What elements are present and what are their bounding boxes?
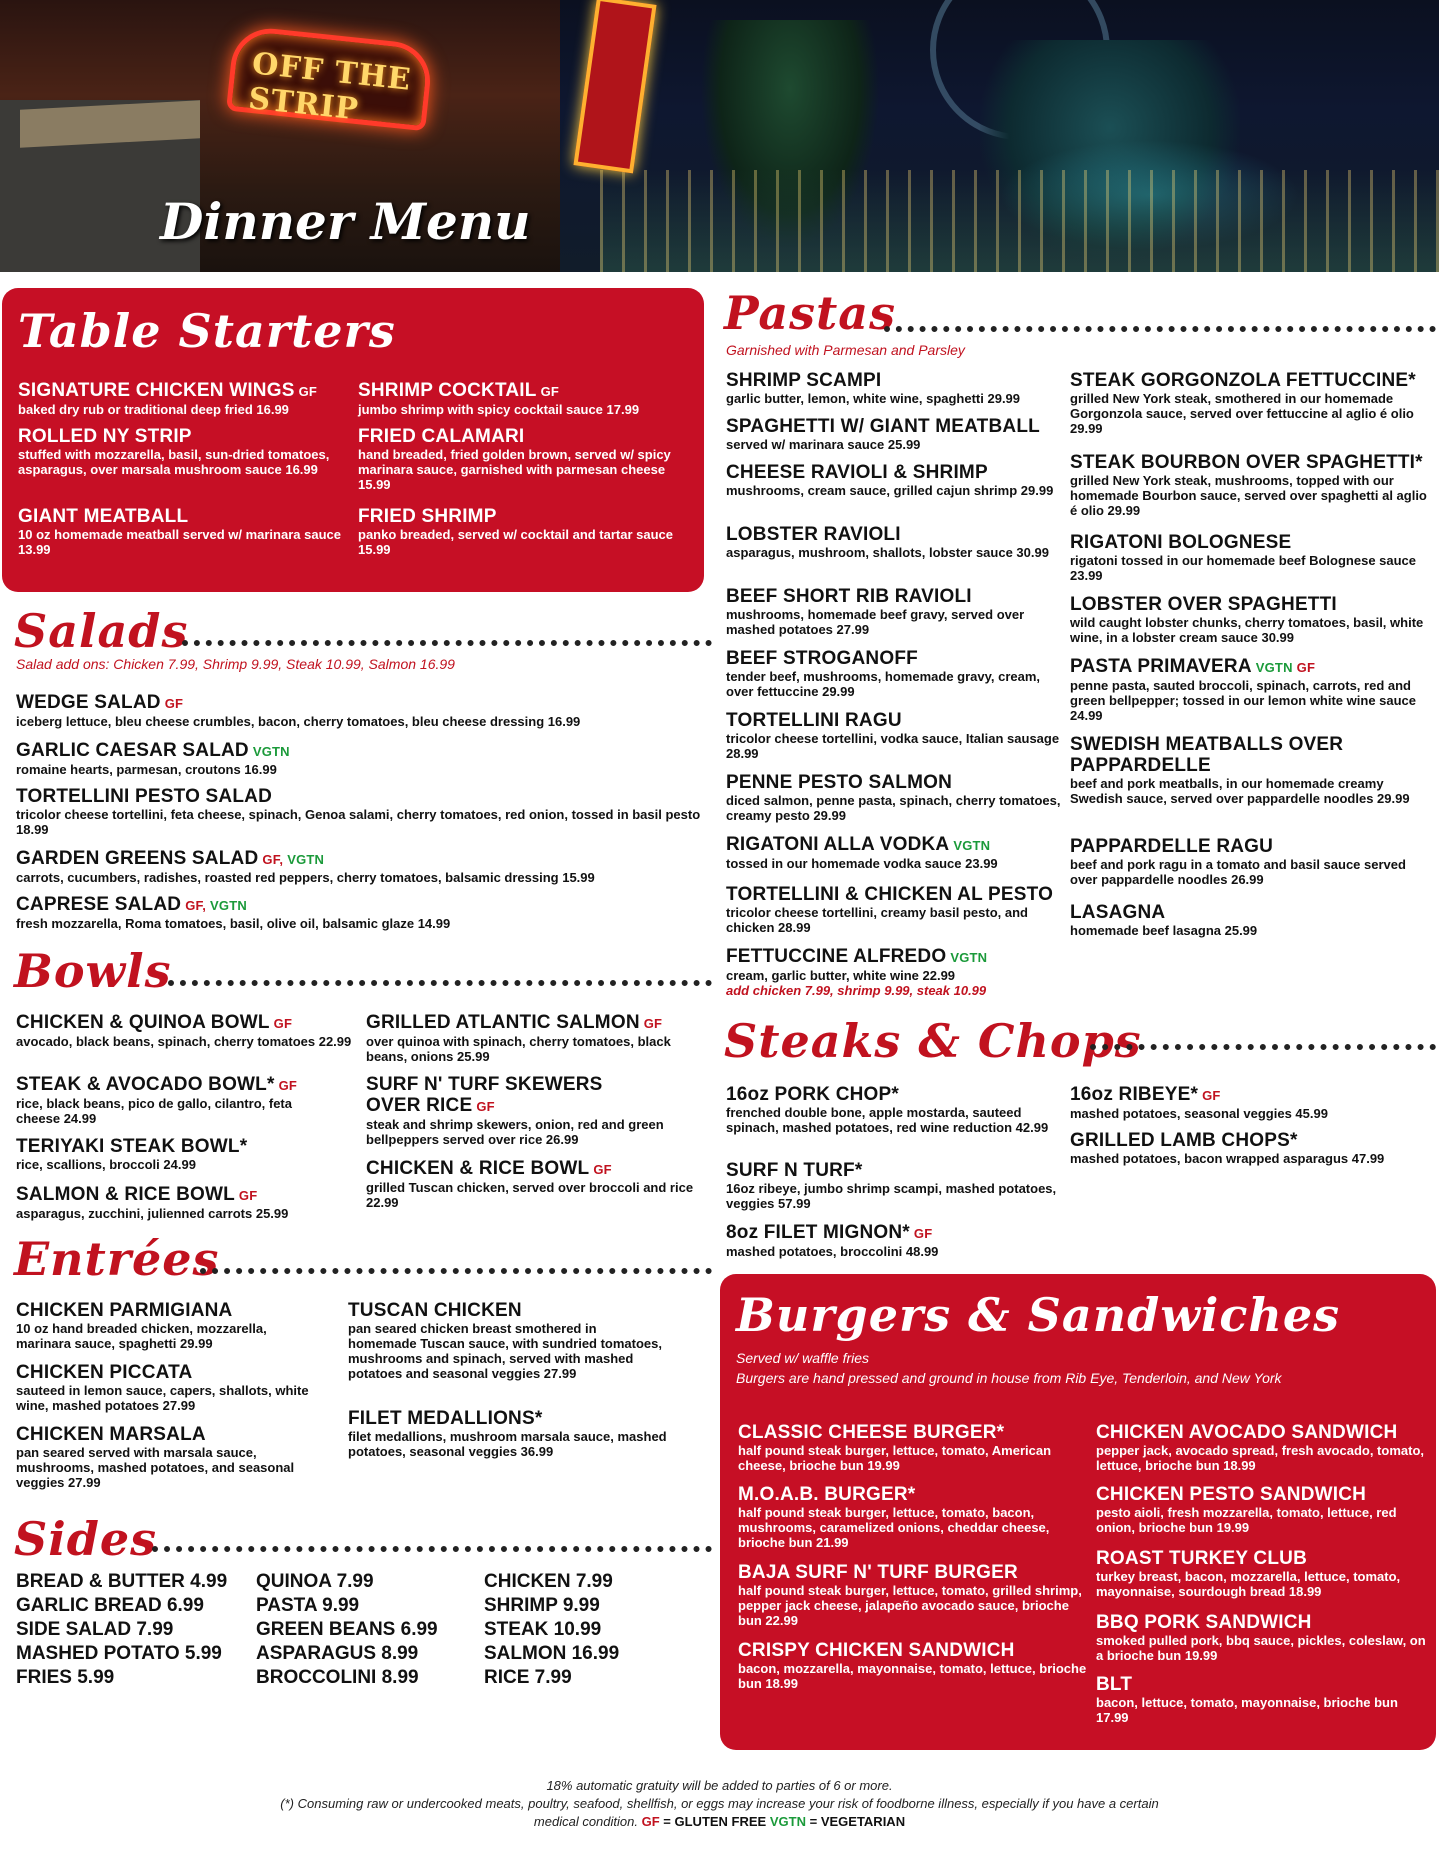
item-desc: iceberg lettuce, bleu cheese crumbles, bacon, cherry tomatoes, bleu cheese dressing 16.99 (16, 714, 581, 729)
item-desc: turkey breast, bacon, mozzarella, lettuce, tomato, mayonnaise, sourdough bread 18.99 (1096, 1569, 1401, 1599)
menu-item (16, 692, 706, 729)
starters-section (2, 288, 704, 592)
menu-item (16, 786, 706, 837)
item-desc: filet medallions, mushroom marsala sauce, mashed potatoes, seasonal veggies 36.99 (348, 1429, 667, 1459)
item-desc: cream, garlic butter, white wine 22.99 (726, 968, 956, 983)
vgtn-tag: VGTN (1255, 660, 1293, 675)
vgtn-legend-key: VGTN (769, 1814, 806, 1829)
item-desc: grilled New York steak, mushrooms, topped with our homemade Bourbon sauce, served over spaghetti al aglio é olio 29.99 (1070, 473, 1427, 518)
item-desc: baked dry rub or traditional deep fried 16.99 (18, 402, 289, 417)
item-desc: hand breaded, fried golden brown, served w/ spicy marinara sauce, garnished with parmesan cheese 15.99 (358, 447, 671, 492)
menu-item (726, 1222, 1066, 1259)
menu-item (726, 834, 1066, 871)
section-title: Salads (14, 604, 189, 658)
item-name: CHICKEN PESTO SANDWICH (1096, 1484, 1367, 1505)
item-name: STEAK BOURBON OVER SPAGHETTI* (1070, 452, 1423, 473)
side-item: GARLIC BREAD 6.99 (16, 1595, 204, 1616)
item-name: CLASSIC CHEESE BURGER* (738, 1422, 1005, 1443)
item-name: RIGATONI BOLOGNESE (1070, 532, 1292, 553)
menu-item (726, 1160, 1066, 1211)
sides-column (256, 1570, 438, 1690)
menu-item (366, 1012, 706, 1064)
vgtn-legend-text: = VEGETARIAN (809, 1814, 906, 1829)
item-name: WEDGE SALAD (16, 692, 161, 713)
gf-legend-key: GF (641, 1814, 660, 1829)
menu-item (738, 1640, 1090, 1691)
side-item: QUINOA 7.99 (256, 1571, 374, 1592)
item-desc: jumbo shrimp with spicy cocktail sauce 17.99 (358, 402, 640, 417)
item-name: ROAST TURKEY CLUB (1096, 1548, 1307, 1569)
item-desc: mashed potatoes, bacon wrapped asparagus 47.99 (1070, 1151, 1385, 1166)
section-title: Entrées (14, 1232, 220, 1286)
item-name: GRILLED LAMB CHOPS* (1070, 1130, 1298, 1151)
menu-item (738, 1562, 1090, 1628)
item-desc: grilled Tuscan chicken, served over broccoli and rice 22.99 (366, 1180, 694, 1210)
menu-item (1096, 1674, 1426, 1725)
side-item: BROCCOLINI 8.99 (256, 1667, 419, 1688)
item-name: 16oz PORK CHOP* (726, 1084, 899, 1105)
menu-item (1096, 1422, 1426, 1473)
item-name: SIGNATURE CHICKEN WINGS (18, 380, 295, 401)
item-name: TORTELLINI & CHICKEN AL PESTO (726, 884, 1054, 905)
item-name: CHICKEN & RICE BOWL (366, 1158, 590, 1179)
section-title: Pastas (724, 286, 897, 340)
item-desc: romaine hearts, parmesan, croutons 16.99 (16, 762, 277, 777)
menu-item (16, 1424, 336, 1490)
menu-item (16, 1136, 346, 1172)
menu-item (726, 462, 1066, 498)
gf-tag: GF (593, 1162, 612, 1177)
item-name: CAPRESE SALAD (16, 894, 182, 915)
side-item: SIDE SALAD 7.99 (16, 1619, 174, 1640)
section-title: Burgers & Sandwiches (736, 1288, 1341, 1342)
item-name: SPAGHETTI W/ GIANT MEATBALL (726, 416, 1040, 437)
page-title: Dinner Menu (160, 192, 531, 251)
item-name: PASTA PRIMAVERA (1070, 656, 1252, 677)
item-name: CHICKEN PARMIGIANA (16, 1300, 233, 1321)
item-name: GARDEN GREENS SALAD (16, 848, 259, 869)
item-name: STEAK GORGONZOLA FETTUCCINE* (1070, 370, 1416, 391)
menu-item (16, 1074, 336, 1126)
item-name: PENNE PESTO SALMON (726, 772, 953, 793)
item-name: CHICKEN & QUINOA BOWL (16, 1012, 270, 1033)
side-item: PASTA 9.99 (256, 1595, 360, 1616)
gf-tag: GF (298, 384, 318, 399)
vgtn-tag: VGTN (953, 838, 991, 853)
menu-item (16, 740, 706, 777)
pastas-note: Garnished with Parmesan and Parsley (726, 342, 965, 358)
item-desc: grilled New York steak, smothered in our homemade Gorgonzola sauce, served over fettuccine al aglio é olio 29.99 (1070, 391, 1414, 436)
sides-column (484, 1570, 619, 1690)
side-item: SALMON 16.99 (484, 1643, 620, 1664)
item-desc: tricolor cheese tortellini, creamy basil pesto, and chicken 28.99 (726, 905, 1028, 935)
menu-item (1070, 836, 1436, 887)
salad-addons-note: Salad add ons: Chicken 7.99, Shrimp 9.99, Steak 10.99, Salmon 16.99 (16, 656, 455, 672)
item-name: GIANT MEATBALL (18, 506, 189, 527)
gf-tag: GF (1202, 1088, 1221, 1103)
gf-tag: GF (913, 1226, 933, 1241)
item-desc: bacon, mozzarella, mayonnaise, tomato, lettuce, brioche bun 18.99 (738, 1661, 1087, 1691)
menu-item (366, 1158, 706, 1210)
item-name: PAPPARDELLE RAGU (1070, 836, 1274, 857)
section-title: Steaks & Chops (724, 1014, 1142, 1068)
item-desc: penne pasta, sauted broccoli, spinach, carrots, red and green bellpepper; tossed in our lemon white wine sauce 24.99 (1070, 678, 1417, 723)
string-lights (600, 170, 1439, 272)
gf-tag: GF (1296, 660, 1316, 675)
item-desc: mushrooms, homemade beef gravy, served over mashed potatoes 27.99 (726, 607, 1025, 637)
menu-item (1096, 1484, 1426, 1535)
item-name: SURF N TURF* (726, 1160, 863, 1181)
menu-item (16, 1012, 356, 1049)
side-item: CHICKEN 7.99 (484, 1571, 613, 1592)
item-name: TERIYAKI STEAK BOWL* (16, 1136, 248, 1157)
menu-item (348, 1300, 668, 1381)
item-desc: bacon, lettuce, tomato, mayonnaise, brioche bun 17.99 (1096, 1695, 1398, 1725)
item-name: GARLIC CAESAR SALAD (16, 740, 249, 761)
gf-tag: GF (540, 384, 560, 399)
menu-item (18, 426, 348, 477)
menu-item (16, 1300, 316, 1351)
item-name: CHICKEN PICCATA (16, 1362, 193, 1383)
side-item: RICE 7.99 (484, 1667, 572, 1688)
item-desc: pan seared chicken breast smothered in homemade Tuscan sauce, with sundried tomatoes, mushrooms and spinach, served with mashed potatoes and seasonal veggies 27.99 (348, 1321, 662, 1381)
item-desc: diced salmon, penne pasta, spinach, cherry tomatoes, creamy pesto 29.99 (726, 793, 1061, 823)
gf-tag: GF (476, 1099, 495, 1114)
menu-item (726, 710, 1066, 761)
item-name: TORTELLINI RAGU (726, 710, 902, 731)
item-name: CHICKEN AVOCADO SANDWICH (1096, 1422, 1398, 1443)
gf-tag: GF, (185, 898, 207, 913)
vgtn-tag: VGTN (950, 950, 988, 965)
vgtn-tag: VGTN (210, 898, 247, 913)
item-name: 8oz FILET MIGNON* (726, 1222, 910, 1243)
menu-item (726, 648, 1066, 699)
neon-sign-text: OFF THE STRIP (246, 46, 413, 128)
item-desc: rigatoni tossed in our homemade beef Bolognese sauce 23.99 (1070, 553, 1417, 583)
menu-item (18, 380, 348, 417)
item-name: FRIED CALAMARI (358, 426, 525, 447)
item-desc: garlic butter, lemon, white wine, spaghetti 29.99 (726, 391, 1021, 406)
menu-item (738, 1484, 1090, 1550)
menu-item (358, 506, 694, 557)
item-desc: pan seared served with marsala sauce, mushrooms, mashed potatoes, and seasonal veggies 27.99 (16, 1445, 295, 1490)
item-desc: rice, black beans, pico de gallo, cilantro, feta cheese 24.99 (16, 1096, 292, 1126)
menu-item (1070, 902, 1436, 938)
menu-item (16, 848, 706, 885)
menu-item (738, 1422, 1090, 1473)
item-name: CHEESE RAVIOLI & SHRIMP (726, 462, 988, 483)
item-name: BLT (1096, 1674, 1133, 1695)
side-item: BREAD & BUTTER 4.99 (16, 1571, 228, 1592)
item-name: FRIED SHRIMP (358, 506, 497, 527)
item-desc: asparagus, zucchini, julienned carrots 25.99 (16, 1206, 289, 1221)
item-name: TORTELLINI PESTO SALAD (16, 786, 272, 807)
menu-item (726, 416, 1066, 452)
item-desc: tricolor cheese tortellini, feta cheese, spinach, Genoa salami, cherry tomatoes, red onion, tossed in basil pesto 18.99 (16, 807, 701, 837)
hero-banner (0, 0, 1439, 272)
menu-item (16, 894, 706, 931)
section-title: Sides (14, 1512, 158, 1566)
menu-item (1070, 734, 1436, 806)
item-desc: carrots, cucumbers, radishes, roasted red peppers, cherry tomatoes, balsamic dressing 15.99 (16, 870, 595, 885)
burgers-section (720, 1274, 1436, 1750)
menu-item (1070, 594, 1436, 645)
item-desc: smoked pulled pork, bbq sauce, pickles, coleslaw, on a brioche bun 19.99 (1096, 1633, 1426, 1663)
item-name: RIGATONI ALLA VODKA (726, 834, 950, 855)
item-desc: fresh mozzarella, Roma tomatoes, basil, olive oil, balsamic glaze 14.99 (16, 916, 451, 931)
item-desc: tossed in our homemade vodka sauce 23.99 (726, 856, 998, 871)
menu-item (1096, 1612, 1426, 1663)
side-item: GREEN BEANS 6.99 (256, 1619, 438, 1640)
dotted-rule (200, 1268, 712, 1274)
side-item: ASPARAGUS 8.99 (256, 1643, 419, 1664)
dotted-rule (182, 640, 712, 646)
item-desc: served w/ marinara sauce 25.99 (726, 437, 921, 452)
item-desc: mashed potatoes, broccolini 48.99 (726, 1244, 939, 1259)
menu-item (726, 946, 1066, 998)
item-desc: stuffed with mozzarella, basil, sun-dried tomatoes, asparagus, over marsala mushroom sauce 16.99 (18, 447, 330, 477)
item-name: LASAGNA (1070, 902, 1166, 923)
item-desc: tender beef, mushrooms, homemade gravy, cream, over fettuccine 29.99 (726, 669, 1041, 699)
item-desc: 10 oz hand breaded chicken, mozzarella, marinara sauce, spaghetti 29.99 (16, 1321, 267, 1351)
vgtn-tag: VGTN (252, 744, 290, 759)
gf-legend-text: = GLUTEN FREE (663, 1814, 767, 1829)
menu-item (726, 1084, 1066, 1135)
item-name: GRILLED ATLANTIC SALMON (366, 1012, 640, 1033)
bistro-bar-sign (573, 0, 656, 173)
item-desc: homemade beef lasagna 25.99 (1070, 923, 1258, 938)
item-desc: frenched double bone, apple mostarda, sauteed spinach, mashed potatoes, red wine reduction 42.99 (726, 1105, 1049, 1135)
item-desc: 10 oz homemade meatball served w/ marinara sauce 13.99 (18, 527, 341, 557)
item-name: SWEDISH MEATBALLS OVER (1070, 734, 1344, 755)
dotted-rule (152, 1546, 712, 1552)
item-name-line2: OVER RICE (366, 1095, 473, 1116)
menu-item (358, 380, 694, 417)
item-desc: 16oz ribeye, jumbo shrimp scampi, mashed potatoes, veggies 57.99 (726, 1181, 1057, 1211)
side-item: SHRIMP 9.99 (484, 1595, 600, 1616)
item-desc: half pound steak burger, lettuce, tomato, grilled shrimp, pepper jack cheese, jalapeño avocado sauce, brioche bun 22.99 (738, 1583, 1082, 1628)
menu-item (1070, 532, 1436, 583)
item-desc: mushrooms, cream sauce, grilled cajun shrimp 29.99 (726, 483, 1054, 498)
side-item: MASHED POTATO 5.99 (16, 1643, 222, 1664)
item-desc: beef and pork meatballs, in our homemade creamy Swedish sauce, served over pappardelle noodles 29.99 (1070, 776, 1410, 806)
item-name: STEAK & AVOCADO BOWL* (16, 1074, 275, 1095)
item-desc: mashed potatoes, seasonal veggies 45.99 (1070, 1106, 1328, 1121)
item-name: FILET MEDALLIONS* (348, 1408, 543, 1429)
item-name: SALMON & RICE BOWL (16, 1184, 235, 1205)
sides-column (16, 1570, 227, 1690)
burgers-note: Served w/ waffle fries (736, 1350, 870, 1366)
footer-disclaimer: (*) Consuming raw or undercooked meats, poultry, seafood, shellfish, or eggs may increase your risk of foodborne illness, especially if you have a certain (280, 1796, 1159, 1811)
item-name: SHRIMP SCAMPI (726, 370, 882, 391)
menu-item (1070, 452, 1436, 518)
footer-disclaimer-end: medical condition. (533, 1814, 638, 1829)
gf-tag: GF (273, 1016, 293, 1031)
item-desc: wild caught lobster chunks, cherry tomatoes, basil, white wine, in a lobster cream sauce 30.99 (1070, 615, 1424, 645)
menu-item (18, 506, 348, 557)
section-title: Bowls (14, 944, 172, 998)
item-desc: rice, scallions, broccoli 24.99 (16, 1157, 196, 1172)
menu-item (1070, 1130, 1436, 1166)
menu-item (1096, 1548, 1426, 1599)
item-desc: sauteed in lemon sauce, capers, shallots, white wine, mashed potatoes 27.99 (16, 1383, 309, 1413)
section-title: Table Starters (18, 304, 396, 358)
item-desc: pesto aioli, fresh mozzarella, tomato, lettuce, red onion, brioche bun 19.99 (1096, 1505, 1397, 1535)
item-name-line2: PAPPARDELLE (1070, 755, 1211, 776)
item-name: SURF N' TURF SKEWERS (366, 1074, 603, 1095)
item-name: BAJA SURF N' TURF BURGER (738, 1562, 1018, 1583)
dotted-rule (884, 326, 1436, 332)
menu-item (726, 884, 1066, 935)
menu-item (726, 524, 1066, 560)
item-desc: tricolor cheese tortellini, vodka sauce, Italian sausage 28.99 (726, 731, 1060, 761)
menu-item (348, 1408, 668, 1459)
item-desc: half pound steak burger, lettuce, tomato, American cheese, brioche bun 19.99 (738, 1443, 1052, 1473)
gf-tag: GF (643, 1016, 663, 1031)
menu-item (1070, 1084, 1436, 1121)
gf-tag: GF (278, 1078, 298, 1093)
menu-item (358, 426, 694, 492)
menu-item (1070, 370, 1436, 436)
burgers-note: Burgers are hand pressed and ground in house from Rib Eye, Tenderloin, and New York (736, 1370, 1282, 1386)
item-desc: over quinoa with spinach, cherry tomatoes, black beans, onions 25.99 (366, 1034, 671, 1064)
item-name: FETTUCCINE ALFREDO (726, 946, 947, 967)
side-item: STEAK 10.99 (484, 1619, 602, 1640)
item-desc: asparagus, mushroom, shallots, lobster sauce 30.99 (726, 545, 1049, 560)
menu-item (726, 370, 1066, 406)
item-desc: avocado, black beans, spinach, cherry tomatoes 22.99 (16, 1034, 352, 1049)
dotted-rule (168, 980, 712, 986)
item-name: 16oz RIBEYE* (1070, 1084, 1199, 1105)
item-name: CRISPY CHICKEN SANDWICH (738, 1640, 1015, 1661)
menu-item (1070, 656, 1436, 723)
item-name: BBQ PORK SANDWICH (1096, 1612, 1312, 1633)
item-desc: steak and shrimp skewers, onion, red and green bellpeppers served over rice 26.99 (366, 1117, 664, 1147)
item-desc: beef and pork ragu in a tomato and basil sauce served over pappardelle noodles 26.99 (1070, 857, 1406, 887)
item-name: ROLLED NY STRIP (18, 426, 192, 447)
menu-item (16, 1184, 356, 1221)
dotted-rule (1090, 1044, 1436, 1050)
gf-tag: GF (164, 696, 184, 711)
menu-item (726, 586, 1066, 637)
item-name: LOBSTER OVER SPAGHETTI (1070, 594, 1337, 615)
pasta-addons: add chicken 7.99, shrimp 9.99, steak 10.99 (726, 983, 987, 998)
item-name: LOBSTER RAVIOLI (726, 524, 901, 545)
footer-gratuity: 18% automatic gratuity will be added to parties of 6 or more. (546, 1778, 893, 1793)
item-name: SHRIMP COCKTAIL (358, 380, 537, 401)
item-name: CHICKEN MARSALA (16, 1424, 206, 1445)
item-name: BEEF SHORT RIB RAVIOLI (726, 586, 972, 607)
item-name: TUSCAN CHICKEN (348, 1300, 522, 1321)
item-name: BEEF STROGANOFF (726, 648, 918, 669)
vgtn-tag: VGTN (287, 852, 325, 867)
footer-legend (0, 1814, 1439, 1829)
item-desc: panko breaded, served w/ cocktail and tartar sauce 15.99 (358, 527, 674, 557)
menu-item (366, 1074, 706, 1147)
gf-tag: GF (238, 1188, 258, 1203)
side-item: FRIES 5.99 (16, 1667, 115, 1688)
item-name: M.O.A.B. BURGER* (738, 1484, 916, 1505)
item-desc: pepper jack, avocado spread, fresh avocado, tomato, lettuce, brioche bun 18.99 (1096, 1443, 1424, 1473)
menu-item (16, 1362, 316, 1413)
gf-tag: GF, (262, 852, 284, 867)
menu-item (726, 772, 1066, 823)
item-desc: half pound steak burger, lettuce, tomato, bacon, mushrooms, caramelized onions, cheddar cheese, brioche bun 21.99 (738, 1505, 1050, 1550)
